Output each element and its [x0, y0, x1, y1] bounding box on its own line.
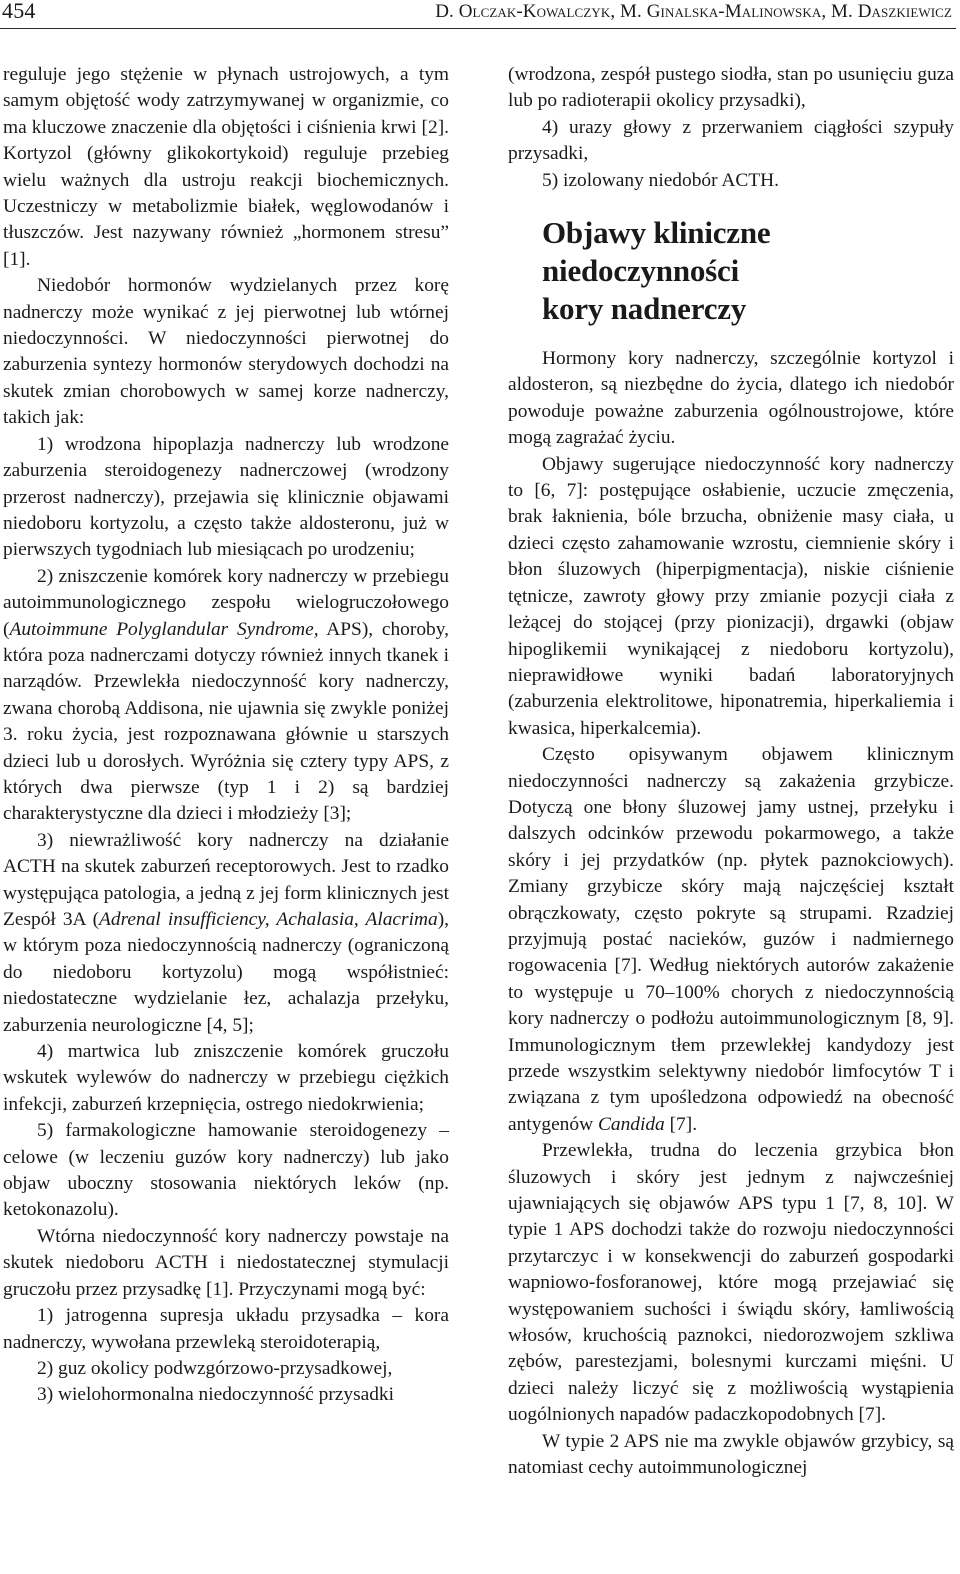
heading-line: Objawy kliniczne	[542, 215, 771, 251]
italic-term: Adrenal insufficiency, Achalasia, Alacrima	[99, 909, 438, 930]
list-item	[3, 564, 449, 828]
heading-line: kory nadnerczy	[542, 291, 747, 327]
paragraph: Objawy sugerujące niedoczynność kory nadnerczy to [6, 7]: postępujące osłabienie, uczucie zmęczenia, brak łaknienia, bóle brzucha, obniżenie masy ciała, u dzieci często zahamowanie wzrostu, ciemnienie skóry i błon śluzowych (hiperpigmentacja), niskie ciśnienie tętnicze, zawroty głowy przy zmianie pozycji ciała z leżącej do stojącej (przy pionizacji), drgawki (objaw hipoglikemii wynikającej z niedoboru kortyzolu), nieprawidłowe wyniki badań laboratoryjnych (zaburzenia elektrolitowe, hiponatremia, hiperkaliemia i kwasica, hiperkalcemia).	[508, 453, 954, 739]
page-number: 454	[2, 0, 36, 23]
running-head-authors: D. Olczak-Kowalczyk, M. Ginalska-Malinowska, M. Daszkiewicz	[435, 1, 952, 22]
list-item: 1) jatrogenna supresja układu przysadka – kora nadnerczy, wywołana przewleką steroidoterapią,	[3, 1305, 449, 1353]
page-header	[0, 0, 956, 29]
text-run: APS), choroby, która poza nadnerczami dotyczy również innych tkanek i narządów. Przewlekła niedoczynność kory nadnerczy, zwana chorobą Addisona, nie ujawnia się zwykle poniżej 3. roku życia, jest rozpoznawana głównie u starszych dzieci lub u dorosłych. Wyróżnia się cztery typy APS, z których dwa pierwsze (typ 1 i 2) są bardziej charakterystyczne dla dzieci i młodzieży [3];	[3, 618, 449, 825]
text-run: [7].	[664, 1113, 698, 1135]
italic-term: Autoimmune Polyglandular Syndrome,	[9, 618, 319, 640]
text-run: Często opisywanym objawem klinicznym niedoczynności nadnerczy są zakażenia grzybicze. Dotyczą one błony śluzowej jamy ustnej, przełyku i dalszych odcinków przewodu pokarmowego, a także skóry i jej przydatków (np. płytek paznokciowych). Zmiany grzybicze skóry mają najczęściej kształt obrączkowaty, często pokryte są strupami. Rzadziej przyjmują postać nacieków, guzów i nadmiernego rogowacenia [7]. Według niektórych autorów zakażenie to występuje u 70–100% chorych z niedoczynnością kory nadnerczy o podłożu autoimmunologicznym [8, 9]. Immunologicznym tłem przewlekłej kandydozy jest przede wszystkim selektywny niedobór limfocytów T i związana z tym upośledzona odpowiedź na obecność antygenów	[508, 744, 954, 1135]
list-item: 4) martwica lub zniszczenie komórek gruczołu wskutek wylewów do nadnerczy w przebiegu ciężkich infekcji, zaburzeń krzepnięcia, ostrego niedokrwienia;	[3, 1041, 449, 1115]
paragraph	[508, 742, 954, 1138]
list-item: 2) guz okolicy podwzgórzowo-przysadkowej,	[37, 1357, 393, 1379]
section-heading	[542, 194, 954, 346]
list-item: 5) farmakologiczne hamowanie steroidogenezy – celowe (w leczeniu guzów kory nadnerczy) lub jako objaw uboczny stosowania niektórych leków (np. ketokonazolu).	[3, 1120, 449, 1221]
paragraph: W typie 2 APS nie ma zwykle objawów grzybicy, są natomiast cechy autoimmunologicznej	[508, 1430, 954, 1479]
list-item: 3) wielohormonalna niedoczynność przysadki	[37, 1384, 395, 1406]
list-item	[3, 828, 449, 1039]
paragraph: Przewlekła, trudna do leczenia grzybica błon śluzowych i skóry jest jednym z najwcześniej ujawniających się objawów APS typu 1 [7, 8, 10]. W typie 1 APS dochodzi także do rozwoju niedoczynności przytarczyc i w konsekwencji do zaburzeń gospodarki wapniowo-fosforanowej, które mogą przejawiać się występowaniem suchości i świądu skóry, łamliwością włosów, kruchością paznokci, niedorozwojem szkliwa zębów, parestezjami, bolesnymi kurczami mięśni. U dzieci należy liczyć się z możliwością wystąpienia uogólnionych napadów padaczkopodobnych [7].	[508, 1140, 954, 1426]
paragraph: Wtórna niedoczynność kory nadnerczy powstaje na skutek niedoboru ACTH i niedostatecznej stymulacji gruczołu przez przysadkę [1]. Przyczynami mogą być:	[3, 1225, 449, 1300]
paragraph: reguluje jego stężenie w płynach ustrojowych, a tym samym objętość wody zatrzymywanej w organizmie, co ma kluczowe znaczenie dla objętości i ciśnienia krwi [2]. Kortyzol (główny glikokortykoid) reguluje przebieg wielu ważnych dla ustroju reakcji biochemicznych. Uczestniczy w metabolizmie białek, węglowodanów i tłuszczów. Jest nazywany również „hormonem stresu” [1].	[3, 64, 449, 270]
list-item-continuation: (wrodzona, zespół pustego siodła, stan po usunięciu guza lub po radioterapii okolicy przysadki),	[508, 64, 954, 112]
paragraph: Hormony kory nadnerczy, szczególnie kortyzol i aldosteron, są niezbędne do życia, dlatego ich niedobór powoduje poważne zaburzenia ogólnoustrojowe, które mogą zagrażać życiu.	[508, 348, 954, 449]
right-column	[508, 62, 954, 1482]
text-run: ), w którym poza niedoczynnością nadnerczy (ograniczoną do niedoboru kortyzolu) mogą współistnieć: niedostateczne wydzielanie łez, achalazja przełyku, zaburzenia neurologiczne [4, 5];	[3, 909, 449, 1036]
italic-term: Candida	[597, 1113, 665, 1135]
text-run: 2) zniszczenie komórek kory nadnerczy w przebiegu autoimmunologicznego zespołu wielogruczołowego (	[3, 565, 449, 640]
left-column	[3, 62, 449, 1409]
list-item: 1) wrodzona hipoplazja nadnerczy lub wrodzone zaburzenia steroidogenezy nadnerczowej (wrodzony przerost nadnerczy), przejawia się klinicznie objawami niedoboru kortyzolu, a często także aldosteronu, już w pierwszych tygodniach lub miesiącach po urodzeniu;	[3, 433, 449, 561]
paragraph: Niedobór hormonów wydzielanych przez korę nadnerczy może wynikać z jej pierwotnej lub wtórnej niedoczynności. W niedoczynności pierwotnej do zaburzenia syntezy hormonów sterydowych dochodzi na skutek zmian chorobowych w samej korze nadnerczy, takich jak:	[3, 275, 449, 429]
heading-line: niedoczynności	[542, 253, 739, 289]
list-item: 5) izolowany niedobór ACTH.	[542, 169, 779, 191]
text-run: 3) niewrażliwość kory nadnerczy na działanie ACTH na skutek zaburzeń receptorowych. Jest to rzadko występująca patologia, a jedną z jej form klinicznych jest Zespół 3A (	[3, 829, 449, 930]
list-item: 4) urazy głowy z przerwaniem ciągłości szypuły przysadki,	[508, 116, 954, 165]
